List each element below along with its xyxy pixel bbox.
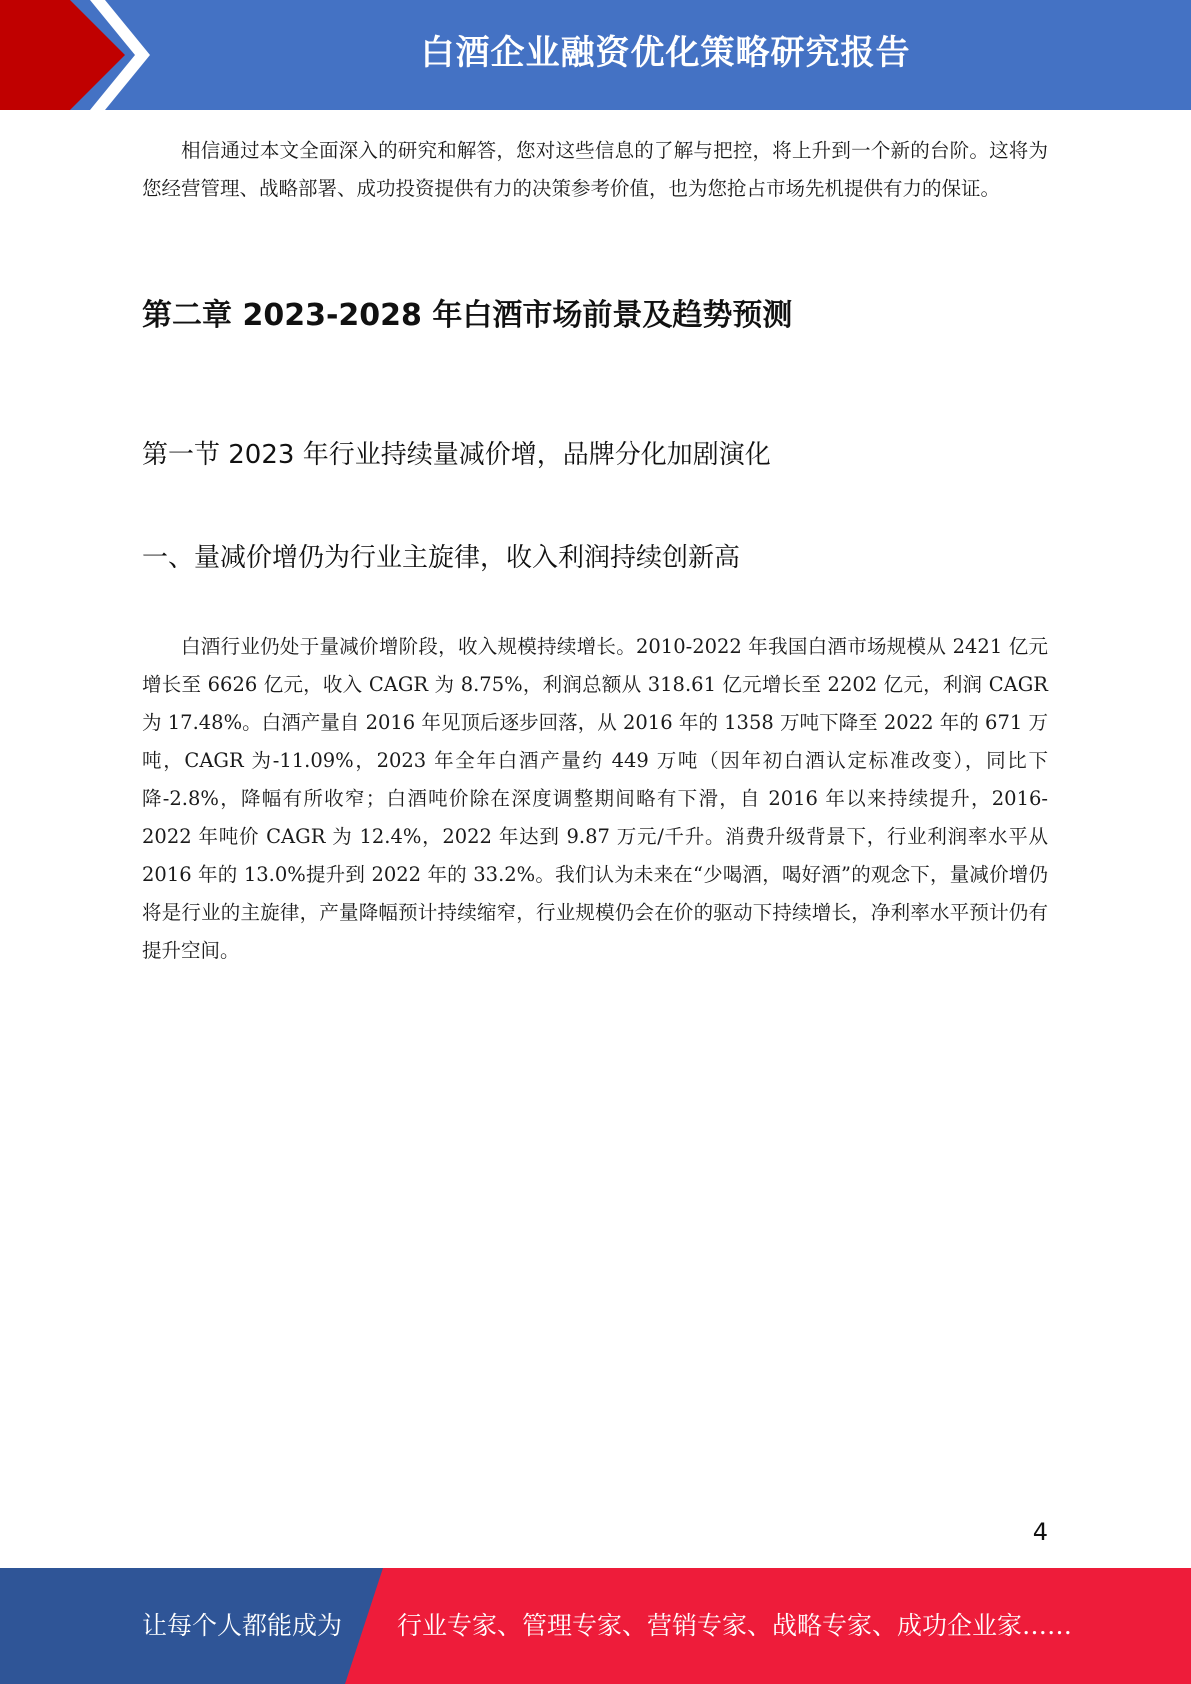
footer-slogan-right: 行业专家、管理专家、营销专家、战略专家、成功企业家…… bbox=[397, 1611, 1073, 1640]
header-banner bbox=[0, 0, 1191, 110]
footer-slogan-left: 让每个人都能成为 bbox=[142, 1611, 343, 1640]
intro-section bbox=[142, 132, 1048, 208]
header-chevron-decoration bbox=[0, 0, 160, 110]
footer-banner bbox=[0, 1568, 1191, 1684]
page-number: 4 bbox=[1032, 1518, 1048, 1546]
chapter-title: 第二章 2023-2028 年白酒市场前景及趋势预测 bbox=[142, 298, 793, 333]
subsection-paragraph: 白酒行业仍处于量减价增阶段，收入规模持续增长。2010-2022 年我国白酒市场规模从 2421 亿元增长至 6626 亿元，收入 CAGR 为 8.75%，利润总额从 318.61 亿元增长至 2202 亿元，利润 CAGR 为 17.48%。白酒产量自 2016 年见顶后逐步回落，从 2016 年的 1358 万吨下降至 2022 年的 671 万吨，CAGR 为-11.09%，2023 年全年白酒产量约 449 万吨（因年初白酒认定标准改变），同比下降-2.8%，降幅有所收窄；白酒吨价除在深度调整期间略有下滑，自 2016 年以来持续提升，2016-2022 年吨价 CAGR 为 12.4%，2022 年达到 9.87 万元/千升。消费升级背景下，行业利润率水平从 2016 年的 13.0%提升到 2022 年的 33.2%。我们认为未来在“少喝酒，喝好酒”的观念下，量减价增仍将是行业的主旋律，产量降幅预计持续缩窄，行业规模仍会在价的驱动下持续增长，净利率水平预计仍有提升空间。 bbox=[142, 635, 1048, 962]
section-title: 第一节 2023 年行业持续量减价增，品牌分化加剧演化 bbox=[142, 440, 771, 470]
intro-paragraph: 相信通过本文全面深入的研究和解答，您对这些信息的了解与把控，将上升到一个新的台阶。这将为您经营管理、战略部署、成功投资提供有力的决策参考价值，也为您抢占市场先机提供有力的保证。 bbox=[142, 139, 1048, 200]
subsection-body bbox=[142, 628, 1048, 970]
report-title: 白酒企业融资优化策略研究报告 bbox=[420, 33, 911, 73]
subsection-title: 一、量减价增仍为行业主旋律，收入利润持续创新高 bbox=[142, 543, 741, 573]
